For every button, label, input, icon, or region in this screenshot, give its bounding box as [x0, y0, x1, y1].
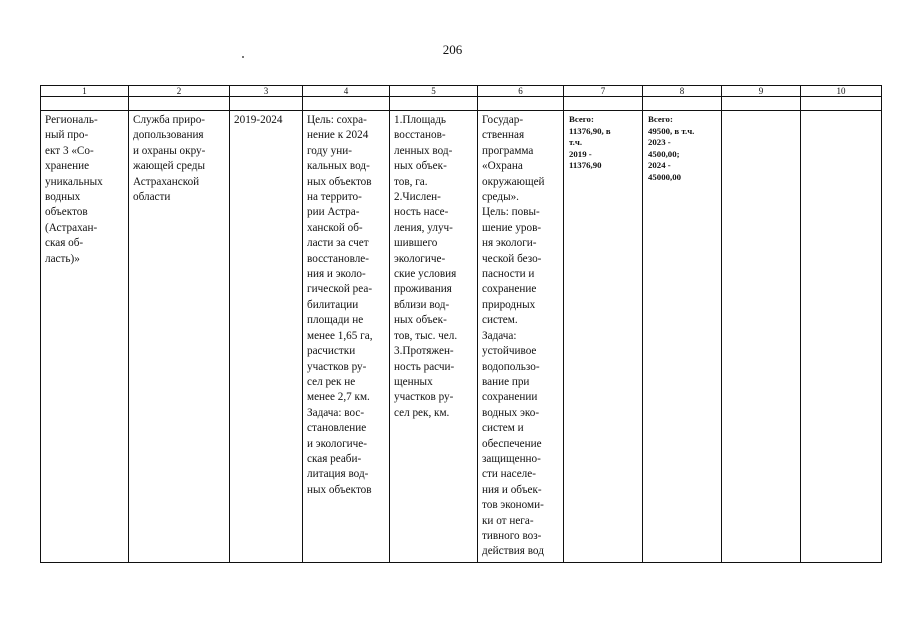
table-row — [41, 111, 882, 563]
spacer-cell — [801, 97, 882, 111]
period-cell: 2019-2024 — [230, 111, 303, 563]
header-cell: 3 — [230, 86, 303, 97]
spacer-cell — [303, 97, 390, 111]
spacer-cell — [722, 97, 801, 111]
funding-cell: Всего: 49500, в т.ч. 2023 - 4500,00; 2024 - 45000,00 — [643, 111, 722, 563]
spacer-row — [41, 97, 882, 111]
responsible-cell: Служба приро- допользования и охраны окру- жающей среды Астраханской области — [129, 111, 230, 563]
header-cell: 4 — [303, 86, 390, 97]
funding-cell: Всего: 11376,90, в т.ч. 2019 - 11376,90 — [564, 111, 643, 563]
header-cell: 9 — [722, 86, 801, 97]
header-cell: 6 — [478, 86, 564, 97]
program-table — [40, 85, 882, 563]
header-cell: 2 — [129, 86, 230, 97]
indicators-cell: 1.Площадь восстанов- ленных вод- ных объек- тов, га. 2.Числен- ность насе- ления, улуч- шившего экологиче- ские условия проживания вблизи вод- ных объек- тов, тыс. чел. 3.Протяжен- ность расчи- щенных участков ру- сел рек, км. — [390, 111, 478, 563]
header-cell: 1 — [41, 86, 129, 97]
spacer-cell — [390, 97, 478, 111]
empty-cell — [722, 111, 801, 563]
header-cell: 10 — [801, 86, 882, 97]
spacer-cell — [643, 97, 722, 111]
spacer-cell — [478, 97, 564, 111]
empty-cell — [801, 111, 882, 563]
spacer-cell — [129, 97, 230, 111]
state-program-cell: Государ- ственная программа «Охрана окружающей среды». Цель: повы- шение уров- ня экологи- ческой безо- пасности и сохранение природных систем. Задача: устойчивое водопользо- вание при сохранении водных эко- систем и обеспечение защищенно- сти населе- ния и объек- тов экономи- ки от нега- тивного воз- действия вод — [478, 111, 564, 563]
spacer-cell — [230, 97, 303, 111]
page-number: 206 — [442, 42, 463, 57]
header-row — [41, 86, 882, 97]
header-cell: 5 — [390, 86, 478, 97]
scan-speck — [242, 56, 244, 58]
spacer-cell — [564, 97, 643, 111]
goal-cell: Цель: сохра- нение к 2024 году уни- кальных вод- ных объектов на террито- рии Астра- ханской об- ласти за счет восстановле- ния и эколо- гической реа- билитации площади не менее 1,65 га, расчистки участков ру- сел рек не менее 2,7 км. Задача: вос- становление и экологиче- ская реаби- литация вод- ных объектов — [303, 111, 390, 563]
spacer-cell — [41, 97, 129, 111]
header-cell: 8 — [643, 86, 722, 97]
project-name-cell: Региональ- ный про- ект 3 «Со- хранение уникальных водных объектов (Астрахан- ская об- ласть)» — [41, 111, 129, 563]
header-cell: 7 — [564, 86, 643, 97]
